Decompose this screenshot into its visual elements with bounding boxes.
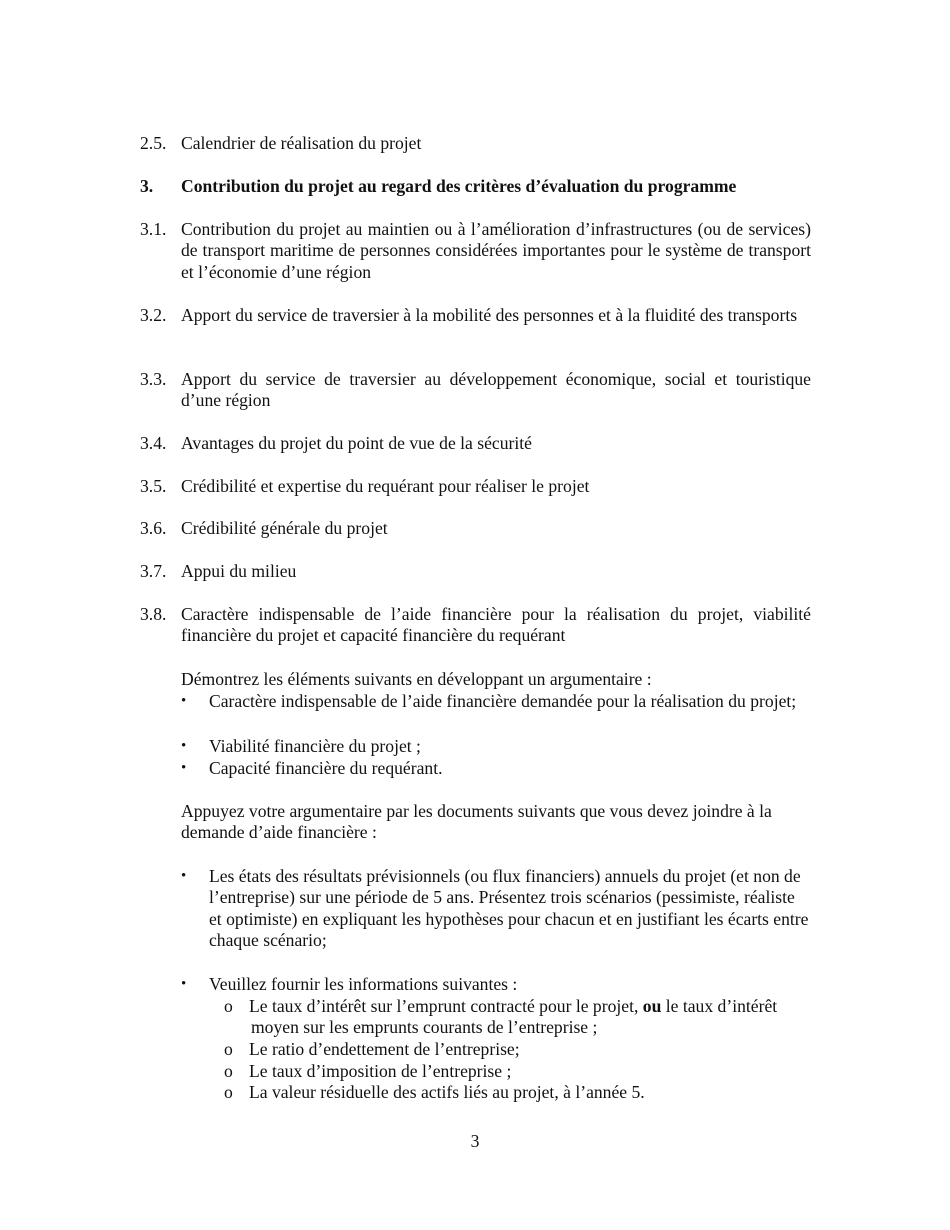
section-number: 3.1. [140, 219, 167, 239]
sub-list-item-text: La valeur résiduelle des actifs liés au projet, à l’année 5. [249, 1082, 645, 1102]
section-text: Apport du service de traversier à la mobilité des personnes et à la fluidité des transports [181, 305, 798, 325]
section-number: 3.8. [140, 604, 167, 624]
sub-item-text-part: Le taux d’intérêt sur l’emprunt contracté pour le projet, [249, 996, 643, 1016]
page-number: 3 [470, 1131, 480, 1151]
sub-item-text-part: le taux d’intérêt [661, 996, 778, 1016]
circle-bullet-icon: o [224, 1082, 233, 1102]
section-number: 3. [140, 176, 154, 196]
bullet-icon: • [181, 976, 187, 992]
bullet-icon: • [181, 868, 187, 884]
section-text: Caractère indispensable de l’aide financière pour la réalisation du projet, viabilité financière du projet et capacité financière du requérant [181, 604, 811, 646]
list-item-text: Les états des résultats prévisionnels (ou flux financiers) annuels du projet (et non de l’entreprise) sur une période de 5 ans. Présentez trois scénarios (pessimiste, réaliste et optimiste) en expliquant les hypothèses pour chacun et en justifiant les écarts entre chaque scénario; [209, 866, 809, 951]
section-3-5 [140, 476, 811, 497]
section-3-6 [140, 518, 811, 539]
list-item-text: Viabilité financière du projet ; [209, 736, 421, 756]
section-text: Apport du service de traversier au développement économique, social et touristique d’une région [181, 369, 811, 411]
circle-bullet-icon: o [224, 996, 233, 1016]
section-title: Contribution du projet au regard des critères d’évaluation du programme [181, 176, 737, 196]
section-3-heading [140, 176, 811, 197]
list-item-text: Capacité financière du requérant. [209, 758, 443, 778]
section-3-1 [140, 219, 811, 283]
sub-list-item [224, 1061, 811, 1082]
sub-list-item [224, 1082, 811, 1103]
list-item [181, 866, 811, 952]
section-number: 3.5. [140, 476, 167, 496]
section-text: Appui du milieu [181, 561, 297, 581]
section-number: 3.7. [140, 561, 167, 581]
sub-list-item-text [249, 996, 811, 1039]
bullet-icon: • [181, 760, 187, 776]
sub-list-item-text: Le ratio d’endettement de l’entreprise; [249, 1039, 520, 1059]
list-item [181, 691, 811, 712]
section-number: 2.5. [140, 133, 167, 153]
sub-item-text-continuation: moyen sur les emprunts courants de l’entreprise ; [251, 1017, 598, 1038]
list-item [181, 736, 811, 757]
list-item-text: Caractère indispensable de l’aide financière demandée pour la réalisation du projet; [209, 691, 797, 711]
bullet-icon: • [181, 693, 187, 709]
circle-bullet-icon: o [224, 1039, 233, 1059]
circle-bullet-icon: o [224, 1061, 233, 1081]
section-number: 3.6. [140, 518, 167, 538]
emphasis-text: ou [642, 996, 662, 1016]
section-number: 3.4. [140, 433, 167, 453]
section-text: Crédibilité et expertise du requérant pour réaliser le projet [181, 476, 590, 496]
sub-list-item [224, 1039, 811, 1060]
section-text: Crédibilité générale du projet [181, 518, 388, 538]
section-title: Calendrier de réalisation du projet [181, 133, 422, 153]
section-text: Contribution du projet au maintien ou à l’amélioration d’infrastructures (ou de services) de transport maritime de personnes considérées importantes pour le système de transport et l’économie d’une région [181, 219, 811, 282]
section-3-3 [140, 369, 811, 412]
section-3-8 [140, 604, 811, 647]
list-item [181, 974, 811, 995]
section-text: Avantages du projet du point de vue de la sécurité [181, 433, 532, 453]
sub-list-item-text: Le taux d’imposition de l’entreprise ; [249, 1061, 512, 1081]
list-item-text: Veuillez fournir les informations suivantes : [209, 974, 518, 994]
section-number: 3.3. [140, 369, 167, 389]
list-item [181, 758, 811, 779]
sub-list-item [224, 996, 811, 1039]
support-intro: Appuyez votre argumentaire par les documents suivants que vous devez joindre à la demande d’aide financière : [181, 801, 772, 843]
bullet-icon: • [181, 738, 187, 754]
section-2-5 [140, 133, 811, 154]
section-3-2 [140, 305, 811, 326]
section-3-4 [140, 433, 811, 454]
demonstrate-intro: Démontrez les éléments suivants en développant un argumentaire : [181, 669, 652, 689]
section-number: 3.2. [140, 305, 167, 325]
section-3-7 [140, 561, 811, 582]
